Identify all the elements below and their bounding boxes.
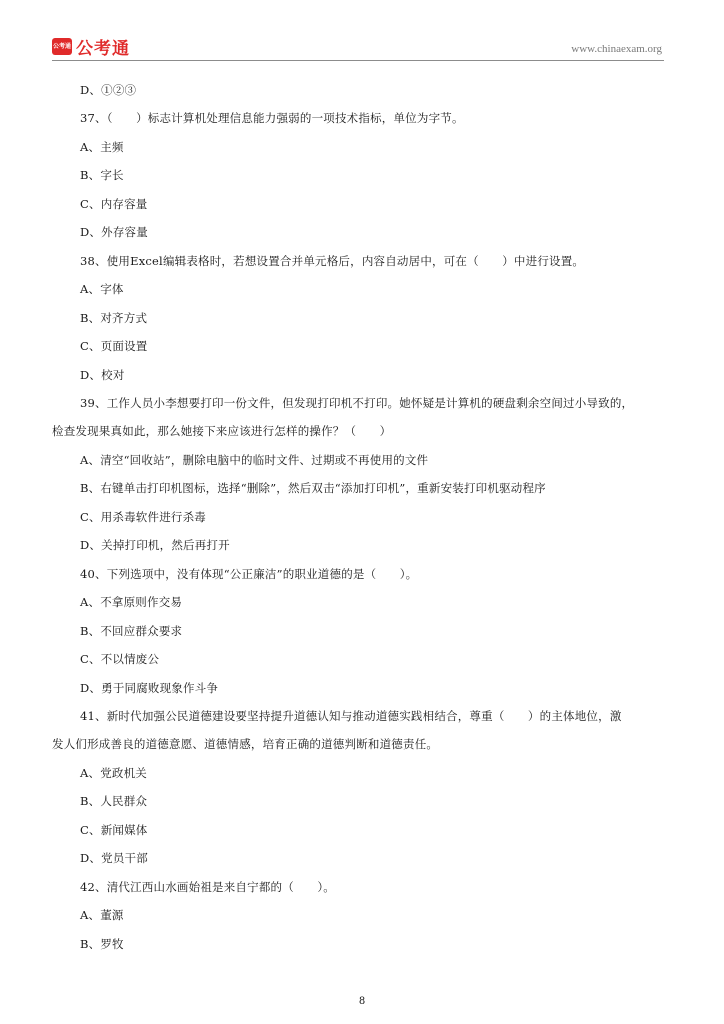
option-line: B、字长 xyxy=(80,168,124,183)
question-content xyxy=(52,76,666,958)
option-line: A、党政机关 xyxy=(80,765,148,780)
question-41: 41、新时代加强公民道德建设要坚持提升道德认知与推动道德实践相结合，尊重（ ）的主体地位，激 xyxy=(80,708,622,723)
option-line: A、不拿原则作交易 xyxy=(80,595,183,610)
option-line: B、右键单击打印机图标，选择“删除”，然后双击“添加打印机”，重新安装打印机驱动程序 xyxy=(80,481,546,496)
option-line: D、勇于同腐败现象作斗争 xyxy=(80,680,219,695)
option-line: D、校对 xyxy=(80,367,125,382)
option-line: B、人民群众 xyxy=(80,794,148,809)
question-40: 40、下列选项中，没有体现“公正廉洁”的职业道德的是（ ）。 xyxy=(80,566,418,581)
question-38: 38、使用Excel编辑表格时，若想设置合并单元格后，内容自动居中，可在（ ）中进行设置。 xyxy=(80,253,585,268)
logo xyxy=(52,34,130,59)
page-number: 8 xyxy=(358,996,366,1007)
logo-badge: 公考通 xyxy=(52,38,72,55)
option-line: A、主频 xyxy=(80,139,124,154)
option-line: D、党员干部 xyxy=(80,851,148,866)
site-url: www.chinaexam.org xyxy=(571,43,662,55)
option-line: A、字体 xyxy=(80,282,124,297)
question-41-continued: 发人们形成善良的道德意愿、道德情感，培育正确的道德判断和道德责任。 xyxy=(52,737,439,752)
option-line: A、清空“回收站”，删除电脑中的临时文件、过期或不再使用的文件 xyxy=(80,452,429,467)
option-line: C、用杀毒软件进行杀毒 xyxy=(80,509,206,524)
text-line: D、①②③ xyxy=(80,83,137,97)
question-42: 42、清代江西山水画始祖是来自宁都的（ ）。 xyxy=(80,879,335,894)
option-line: B、不回应群众要求 xyxy=(80,623,183,638)
logo-text: 公考通 xyxy=(76,39,130,59)
page-header xyxy=(52,30,664,61)
question-37: 37、（ ）标志计算机处理信息能力强弱的一项技术指标，单位为字节。 xyxy=(80,111,464,126)
option-line: B、对齐方式 xyxy=(80,310,148,325)
option-line: C、新闻媒体 xyxy=(80,822,148,837)
option-line: C、页面设置 xyxy=(80,339,148,354)
option-line: B、罗牧 xyxy=(80,936,124,951)
option-line: C、内存容量 xyxy=(80,196,148,211)
option-line: D、关掉打印机，然后再打开 xyxy=(80,538,230,553)
question-39-continued: 检查发现果真如此，那么她接下来应该进行怎样的操作？（ ） xyxy=(52,424,392,439)
option-line: D、外存容量 xyxy=(80,225,148,240)
question-39: 39、工作人员小李想要打印一份文件，但发现打印机不打印。她怀疑是计算机的硬盘剩余空间过小导致的， xyxy=(80,395,634,410)
option-line: A、董源 xyxy=(80,908,124,923)
option-line: C、不以情废公 xyxy=(80,652,160,667)
